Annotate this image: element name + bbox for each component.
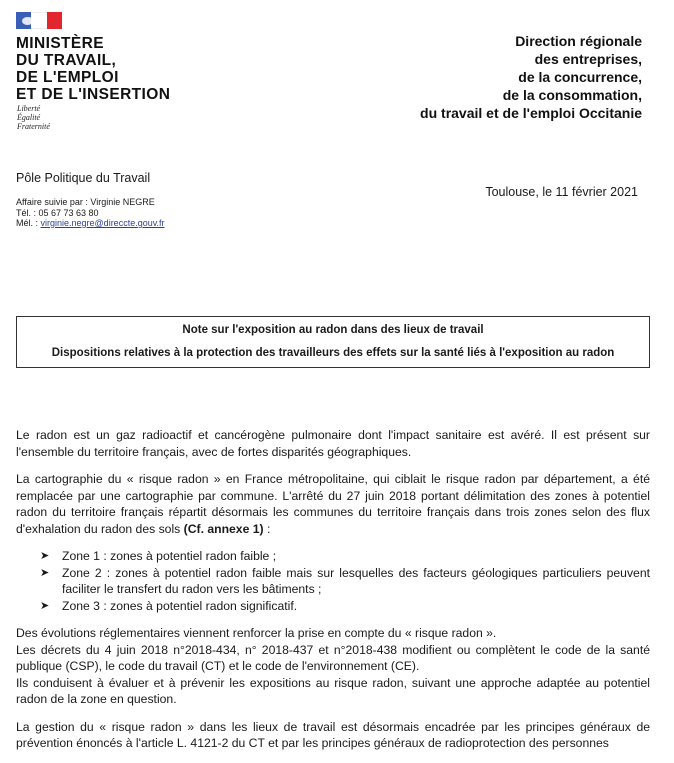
ministry-line: DU TRAVAIL, xyxy=(16,52,117,69)
list-item xyxy=(40,565,650,598)
letter-date: Toulouse, le 11 février 2021 xyxy=(485,185,638,199)
email-line xyxy=(16,218,165,229)
direction-line: de la concurrence, xyxy=(518,69,642,85)
zone-text: Zone 2 : zones à potentiel radon faible mais sur lesquelles des facteurs géologiques particuliers peuvent faciliter le transfert du radon vers les bâtiments ; xyxy=(62,565,650,596)
paragraph: La gestion du « risque radon » dans les lieux de travail est désormais encadrée par les principes généraux de prévention énoncés à l'article L. 4121-2 du CT et par les principes généraux de radioprotection des personnes xyxy=(16,719,650,750)
list-item xyxy=(40,548,650,565)
followed-by: Affaire suivie par : Virginie NEGRE xyxy=(16,197,155,207)
paragraph-text: La cartographie du « risque radon » en France métropolitaine, qui ciblait le risque radon par département, a été remplacée par une cartographie par commune. L'arrêté du 27 juin 2018 portant délimitation des zones à potentiel radon du territoire français répartit désormais les communes du territoire français dans trois zones selon des flux d'exhalation du radon des sols xyxy=(16,472,650,536)
motto-line: Liberté xyxy=(17,104,41,113)
paragraph: Le radon est un gaz radioactif et cancérogène pulmonaire dont l'impact sanitaire est avéré. Il est présent sur l'ensemble du territoire français, avec de fortes disparités géographiques. xyxy=(16,428,650,459)
paragraph-line: Ils conduisent à évaluer et à prévenir les expositions au risque radon, suivant une approche adaptée au potentiel radon de la zone en question. xyxy=(16,675,650,706)
zone-list xyxy=(16,548,650,614)
motto-line: Fraternité xyxy=(17,122,50,131)
direction-line: de la consommation, xyxy=(502,87,642,103)
paragraph xyxy=(16,471,650,537)
french-flag-logo xyxy=(16,12,62,29)
direction-name xyxy=(420,32,642,122)
document-body xyxy=(16,427,650,763)
annex-reference: (Cf. annexe 1) xyxy=(183,521,264,536)
arrow-bullet-icon: ➤ xyxy=(40,550,50,562)
arrow-bullet-icon: ➤ xyxy=(40,566,50,579)
email-label: Mél. : xyxy=(16,218,41,228)
list-item xyxy=(40,598,650,615)
motto-line: Égalité xyxy=(17,113,41,122)
ministry-line: MINISTÈRE xyxy=(16,35,104,52)
zone-text: Zone 3 : zones à potentiel radon significatif. xyxy=(62,598,298,613)
department-label: Pôle Politique du Travail xyxy=(16,171,151,185)
ministry-line: DE L'EMPLOI xyxy=(16,69,119,86)
note-subtitle: Dispositions relatives à la protection des travailleurs des effets sur la santé liés à l'exposition au radon xyxy=(51,347,615,359)
paragraph-line: Des évolutions réglementaires viennent renforcer la prise en compte du « risque radon ». xyxy=(16,626,497,640)
republic-motto xyxy=(17,104,50,131)
paragraph-text: : xyxy=(263,521,271,536)
paragraph-line: Les décrets du 4 juin 2018 n°2018-434, n° 2018-437 et n°2018-438 modifient ou complètent le code de la santé publique (CSP), le code du travail (CT) et le code de l'environnement (CE). xyxy=(16,642,650,673)
note-title-box xyxy=(16,316,650,368)
phone: Tél. : 05 67 73 63 80 xyxy=(16,207,99,218)
direction-line: Direction régionale xyxy=(515,33,642,49)
direction-line: du travail et de l'emploi Occitanie xyxy=(420,105,642,121)
email-link[interactable]: virginie.negre@direccte.gouv.fr xyxy=(40,218,165,228)
note-title: Note sur l'exposition au radon dans des lieux de travail xyxy=(182,324,484,336)
zone-text: Zone 1 : zones à potentiel radon faible ; xyxy=(62,549,277,563)
ministry-name xyxy=(16,35,170,103)
contact-block xyxy=(16,197,165,229)
arrow-bullet-icon: ➤ xyxy=(40,599,50,612)
ministry-line: ET DE L'INSERTION xyxy=(16,86,171,103)
paragraph xyxy=(16,625,650,708)
direction-line: des entreprises, xyxy=(534,51,642,67)
